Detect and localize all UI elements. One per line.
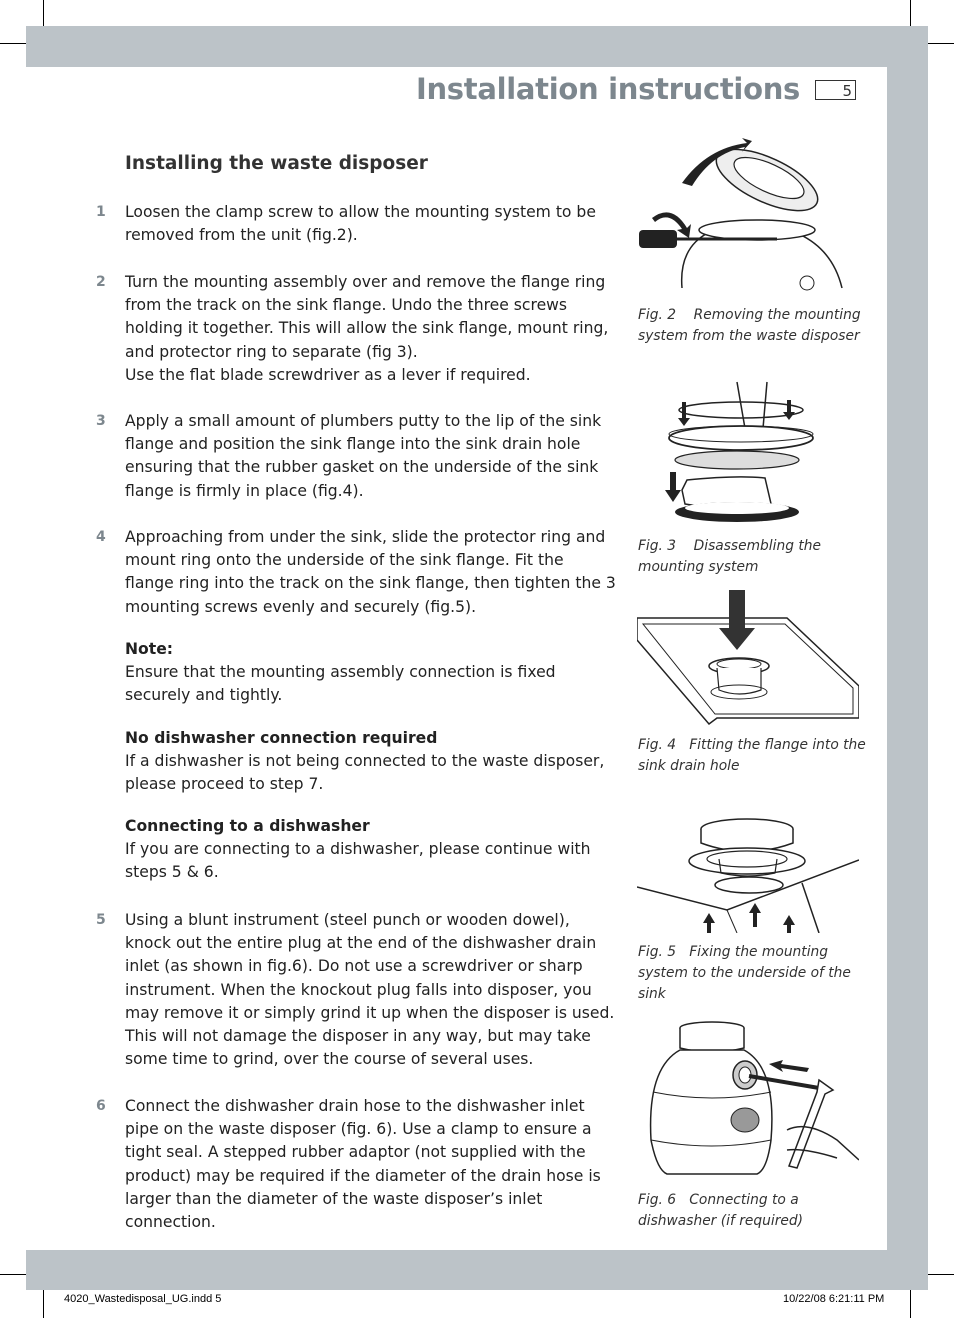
step-number: 6 (96, 1098, 106, 1114)
step-1 (96, 201, 616, 247)
step-4 (96, 526, 616, 619)
fig6-illustration (637, 1020, 859, 1180)
crop-mark (0, 43, 26, 44)
fig2-caption (638, 305, 878, 347)
step-text: Connect the dishwasher drain hose to the dishwasher inlet pipe on the waste disposer (fig. 6). Use a clamp to ensure a tight seal. A stepped rubber adaptor (not supplied with the product) may be required if the diameter of the drain hose is larger than the diameter of the waste disposer’s inlet connection. (125, 1097, 601, 1232)
step-number: 3 (96, 413, 106, 429)
crop-mark (0, 1274, 26, 1275)
fig5-label: Fig. 5 (638, 944, 677, 960)
fig3-illustration (637, 380, 859, 530)
step-extra-text: Use the flat blade screwdriver as a lever if required. (125, 365, 531, 384)
fig4-label: Fig. 4 (638, 737, 677, 753)
page-title: Installation instructions (415, 72, 800, 106)
step-number: 4 (96, 529, 106, 545)
fig3-caption (638, 536, 878, 578)
page-number: 5 (842, 82, 852, 100)
crop-mark (43, 0, 44, 26)
step-5 (96, 909, 616, 1071)
fig3-text: Disassembling the mounting system (638, 538, 821, 575)
step-text: Turn the mounting assembly over and remove the flange ring from the track on the sink flange. Undo the three screws holding it together. This will allow the sink flange, mount ring, and protector ring to separate (fig 3). (125, 273, 609, 361)
fig3-label: Fig. 3 (638, 538, 677, 554)
fig5-illustration (637, 815, 859, 933)
footer-filename: 4020_Wastedisposal_UG.indd 5 (64, 1293, 222, 1305)
step-text: Apply a small amount of plumbers putty to the lip of the sink flange and position the sink flange into the sink drain hole ensuring that the rubber gasket on the underside of the sink flange is firmly in place (fig.4). (125, 412, 602, 500)
dishwasher-heading: Connecting to a dishwasher (125, 817, 370, 835)
step-6 (96, 1095, 616, 1234)
step-2 (96, 271, 616, 387)
footer-timestamp: 10/22/08 6:21:11 PM (783, 1293, 885, 1305)
page-number-box (815, 80, 856, 100)
note-heading: Note: (125, 640, 174, 658)
note-text: Ensure that the mounting assembly connection is fixed securely and tightly. (125, 663, 556, 705)
section-title: Installing the waste disposer (125, 153, 428, 174)
no-dishwasher-text: If a dishwasher is not being connected to the waste disposer, please proceed to step 7. (125, 752, 605, 794)
step-number: 2 (96, 274, 106, 290)
fig6-text: Connecting to a dishwasher (if required) (638, 1192, 803, 1229)
crop-mark (43, 1290, 44, 1318)
no-dishwasher-section (125, 727, 615, 797)
step-text: Using a blunt instrument (steel punch or wooden dowel), knock out the entire plug at the end of the dishwasher drain inlet (as shown in fig.6). Do not use a screwdriver or sharp instrument. When the knockout plug falls into disposer, you may remove it or simply grind it up when the disposer is used. This will not damage the disposer in any way, but may take some time to grind, over the course of several uses. (125, 911, 615, 1069)
fig4-caption (638, 735, 878, 777)
fig4-text: Fitting the flange into the sink drain hole (638, 737, 866, 774)
footer-band (26, 1250, 928, 1290)
fig5-caption (638, 942, 878, 1005)
fig6-label: Fig. 6 (638, 1192, 677, 1208)
step-text: Approaching from under the sink, slide the protector ring and mount ring onto the underside of the sink flange. Fit the flange ring into the track on the sink flange, then tighten the 3 mounting screws evenly and securely (fig.5). (125, 528, 616, 616)
fig5-text: Fixing the mounting system to the underside of the sink (638, 944, 851, 1002)
step-text: Loosen the clamp screw to allow the mounting system to be removed from the unit (fig.2). (125, 203, 596, 245)
crop-mark (910, 0, 911, 26)
crop-mark (928, 1274, 954, 1275)
dishwasher-text: If you are connecting to a dishwasher, please continue with steps 5 & 6. (125, 840, 591, 882)
step-3 (96, 410, 616, 503)
fig2-text: Removing the mounting system from the waste disposer (638, 307, 861, 344)
dishwasher-section (125, 815, 615, 885)
right-band (887, 26, 928, 1290)
step-number: 1 (96, 204, 106, 220)
no-dishwasher-heading: No dishwasher connection required (125, 729, 438, 747)
header-band (26, 26, 928, 67)
step-number: 5 (96, 912, 106, 928)
fig6-caption (638, 1190, 878, 1232)
fig2-illustration (637, 138, 859, 293)
fig2-label: Fig. 2 (638, 307, 677, 323)
crop-mark (928, 43, 954, 44)
note (125, 638, 615, 708)
fig4-illustration (637, 588, 859, 728)
crop-mark (910, 1290, 911, 1318)
